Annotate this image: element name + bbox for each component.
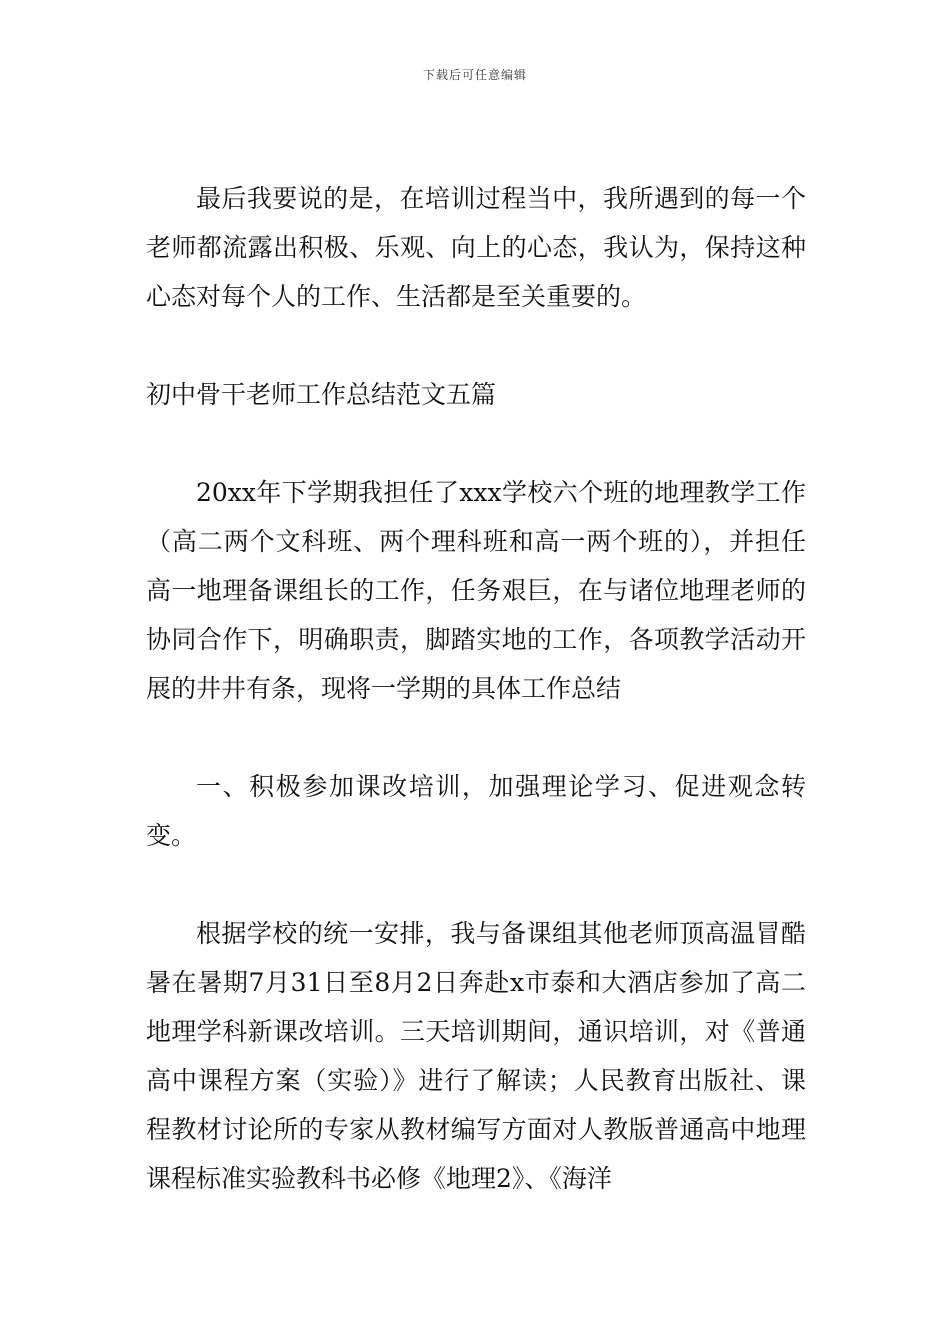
paragraph-gap xyxy=(146,713,806,762)
document-body xyxy=(146,174,806,1203)
heading-section-one: 一、积极参加课改培训，加强理论学习、促进观念转变。 xyxy=(146,772,806,850)
paragraph-gap xyxy=(146,321,806,370)
section-title: 初中骨干老师工作总结范文五篇 xyxy=(146,380,497,409)
paragraph-training: 根据学校的统一安排，我与备课组其他老师顶高温冒酷暑在暑期7月31日至8月2日奔赴x市泰和大酒店参加了高二地理学科新课改培训。三天培训期间，通识培训，对《普通高中课程方案（实验）》进行了解读；人民教育出版社、课程教材讨论所的专家从教材编写方面对人教版普通高中地理课程标准实验教科书必修《地理2》、《海洋 xyxy=(146,919,806,1193)
paragraph-closing-remarks: 最后我要说的是，在培训过程当中，我所遇到的每一个老师都流露出积极、乐观、向上的心态，我认为，保持这种心态对每个人的工作、生活都是至关重要的。 xyxy=(146,184,806,311)
paragraph-gap xyxy=(146,419,806,468)
paragraph-gap xyxy=(146,860,806,909)
paragraph-intro: 20xx年下学期我担任了xxx学校六个班的地理教学工作（高二两个文科班、两个理科班和高一两个班的），并担任高一地理备课组长的工作，任务艰巨，在与诸位地理老师的协同合作下，明确职责，脚踏实地的工作，各项教学活动开展的井井有条，现将一学期的具体工作总结 xyxy=(146,478,806,703)
page-header-note: 下载后可任意编辑 xyxy=(422,68,527,82)
